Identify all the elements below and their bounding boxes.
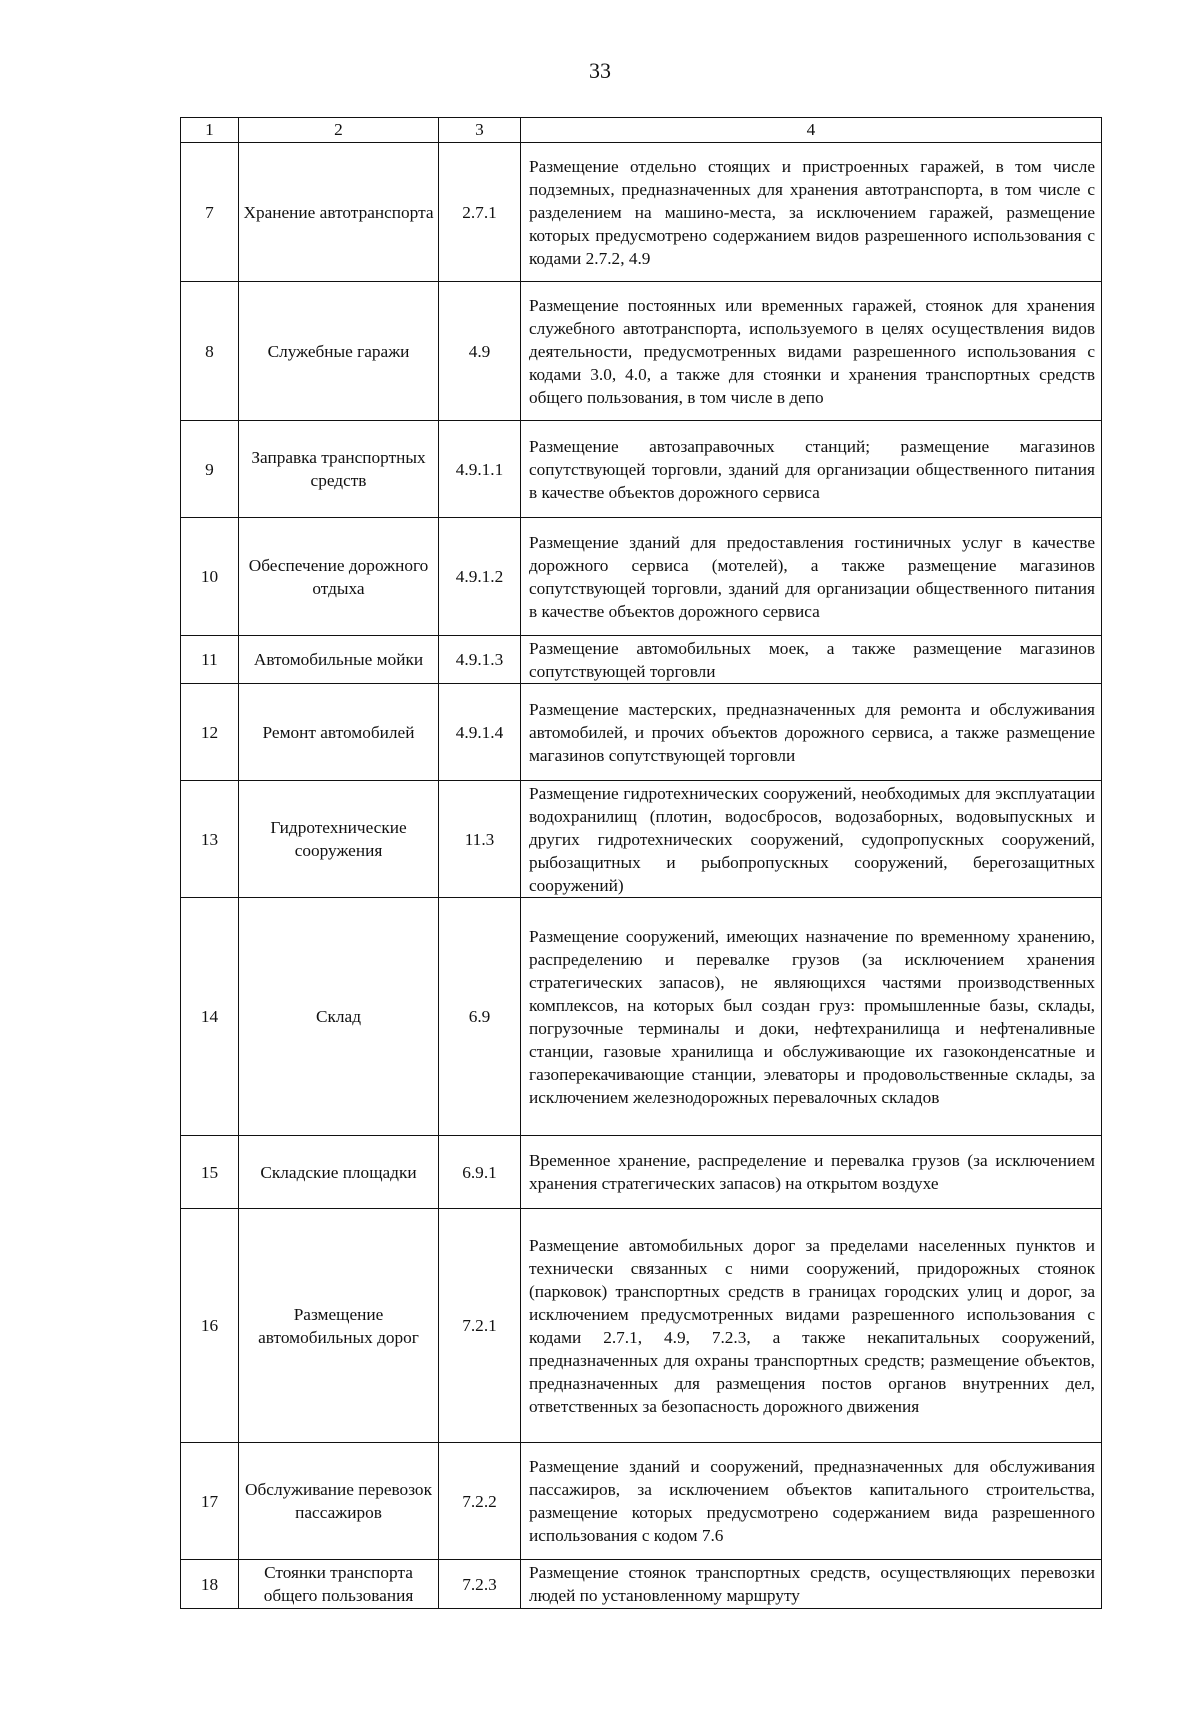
- table-row: [181, 1443, 1102, 1560]
- use-type-code: 4.9.1.3: [439, 636, 521, 684]
- use-type-name: Заправка транспортных средств: [239, 421, 439, 518]
- use-type-description: Размещение отдельно стоящих и пристроенных гаражей, в том числе подземных, предназначенных для хранения автотранспорта, в том числе с разделением на машино-места, за исключением гаражей, размещение которых предусмотрено содержанием видов разрешенного использования с кодами 2.7.2, 4.9: [521, 143, 1102, 282]
- use-type-description: Размещение мастерских, предназначенных для ремонта и обслуживания автомобилей, и прочих объектов дорожного сервиса, а также размещение магазинов сопутствующей торговли: [521, 684, 1102, 781]
- use-type-code: 4.9.1.4: [439, 684, 521, 781]
- use-type-code: 2.7.1: [439, 143, 521, 282]
- row-number: 15: [181, 1136, 239, 1209]
- use-type-code: 4.9.1.2: [439, 518, 521, 636]
- use-type-code: 7.2.1: [439, 1209, 521, 1443]
- use-type-code: 6.9: [439, 898, 521, 1136]
- row-number: 18: [181, 1560, 239, 1609]
- table-header-row: [181, 118, 1102, 143]
- use-type-description: Размещение зданий для предоставления гостиничных услуг в качестве дорожного сервиса (мотелей), а также размещение магазинов сопутствующей торговли, зданий для организации общественного питания в качестве объектов дорожного сервиса: [521, 518, 1102, 636]
- use-type-code: 11.3: [439, 781, 521, 898]
- use-type-code: 6.9.1: [439, 1136, 521, 1209]
- table-row: [181, 421, 1102, 518]
- row-number: 10: [181, 518, 239, 636]
- row-number: 11: [181, 636, 239, 684]
- row-number: 17: [181, 1443, 239, 1560]
- row-number: 9: [181, 421, 239, 518]
- table-row: [181, 1209, 1102, 1443]
- header-col-4: 4: [521, 118, 1102, 143]
- use-type-description: Размещение сооружений, имеющих назначение по временному хранению, распределению и перевалке грузов (за исключением хранения стратегических запасов), не являющихся частями производственных комплексов, на которых был создан груз: промышленные базы, склады, погрузочные терминалы и доки, нефтехранилища и нефтеналивные станции, газовые хранилища и обслуживающие их газоконденсатные и газоперекачивающие станции, элеваторы и продовольственные склады, за исключением железнодорожных перевалочных складов: [521, 898, 1102, 1136]
- table-row: [181, 781, 1102, 898]
- table-row: [181, 143, 1102, 282]
- table-row: [181, 636, 1102, 684]
- use-type-name: Стоянки транспорта общего пользования: [239, 1560, 439, 1609]
- row-number: 14: [181, 898, 239, 1136]
- use-type-code: 4.9: [439, 282, 521, 421]
- table-row: [181, 684, 1102, 781]
- page-number: 33: [589, 58, 611, 83]
- use-type-description: Размещение гидротехнических сооружений, необходимых для эксплуатации водохранилищ (плотин, водосбросов, водозаборных, водовыпускных и других гидротехнических сооружений, судопропускных сооружений, рыбозащитных и рыбопропускных сооружений, берегозащитных сооружений): [521, 781, 1102, 898]
- use-type-name: Обслуживание перевозок пассажиров: [239, 1443, 439, 1560]
- use-type-name: Хранение автотранспорта: [239, 143, 439, 282]
- use-type-description: Размещение автозаправочных станций; размещение магазинов сопутствующей торговли, зданий для организации общественного питания в качестве объектов дорожного сервиса: [521, 421, 1102, 518]
- use-type-code: 4.9.1.1: [439, 421, 521, 518]
- table-row: [181, 1560, 1102, 1609]
- use-type-name: Служебные гаражи: [239, 282, 439, 421]
- table-row: [181, 282, 1102, 421]
- use-type-description: Размещение стоянок транспортных средств, осуществляющих перевозки людей по установленному маршруту: [521, 1560, 1102, 1609]
- use-type-name: Складские площадки: [239, 1136, 439, 1209]
- use-type-name: Обеспечение дорожного отдыха: [239, 518, 439, 636]
- row-number: 16: [181, 1209, 239, 1443]
- use-type-description: Размещение автомобильных моек, а также размещение магазинов сопутствующей торговли: [521, 636, 1102, 684]
- use-type-description: Временное хранение, распределение и перевалка грузов (за исключением хранения стратегических запасов) на открытом воздухе: [521, 1136, 1102, 1209]
- land-use-table-container: [180, 117, 1101, 1609]
- header-col-3: 3: [439, 118, 521, 143]
- use-type-description: Размещение автомобильных дорог за пределами населенных пунктов и технически связанных с ними сооружений, придорожных стоянок (парковок) транспортных средств в границах городских улиц и дорог, за исключением предусмотренных видами разрешенного использования с кодами 2.7.1, 4.9, 7.2.3, а также некапитальных сооружений, предназначенных для охраны транспортных средств; размещение объектов, предназначенных для размещения постов органов внутренних дел, ответственных за безопасность дорожного движения: [521, 1209, 1102, 1443]
- use-type-name: Автомобильные мойки: [239, 636, 439, 684]
- row-number: 13: [181, 781, 239, 898]
- table-row: [181, 898, 1102, 1136]
- header-col-1: 1: [181, 118, 239, 143]
- row-number: 7: [181, 143, 239, 282]
- use-type-description: Размещение зданий и сооружений, предназначенных для обслуживания пассажиров, за исключением объектов капитального строительства, размещение которых предусмотрено содержанием вида разрешенного использования с кодом 7.6: [521, 1443, 1102, 1560]
- use-type-description: Размещение постоянных или временных гаражей, стоянок для хранения служебного автотранспорта, используемого в целях осуществления видов деятельности, предусмотренных видами разрешенного использования с кодами 3.0, 4.0, а также для стоянки и хранения транспортных средств общего пользования, в том числе в депо: [521, 282, 1102, 421]
- row-number: 8: [181, 282, 239, 421]
- use-type-code: 7.2.2: [439, 1443, 521, 1560]
- land-use-table: [180, 117, 1102, 1609]
- use-type-name: Склад: [239, 898, 439, 1136]
- table-row: [181, 1136, 1102, 1209]
- use-type-name: Гидротехнические сооружения: [239, 781, 439, 898]
- use-type-code: 7.2.3: [439, 1560, 521, 1609]
- use-type-name: Ремонт автомобилей: [239, 684, 439, 781]
- table-row: [181, 518, 1102, 636]
- use-type-name: Размещение автомобильных дорог: [239, 1209, 439, 1443]
- row-number: 12: [181, 684, 239, 781]
- header-col-2: 2: [239, 118, 439, 143]
